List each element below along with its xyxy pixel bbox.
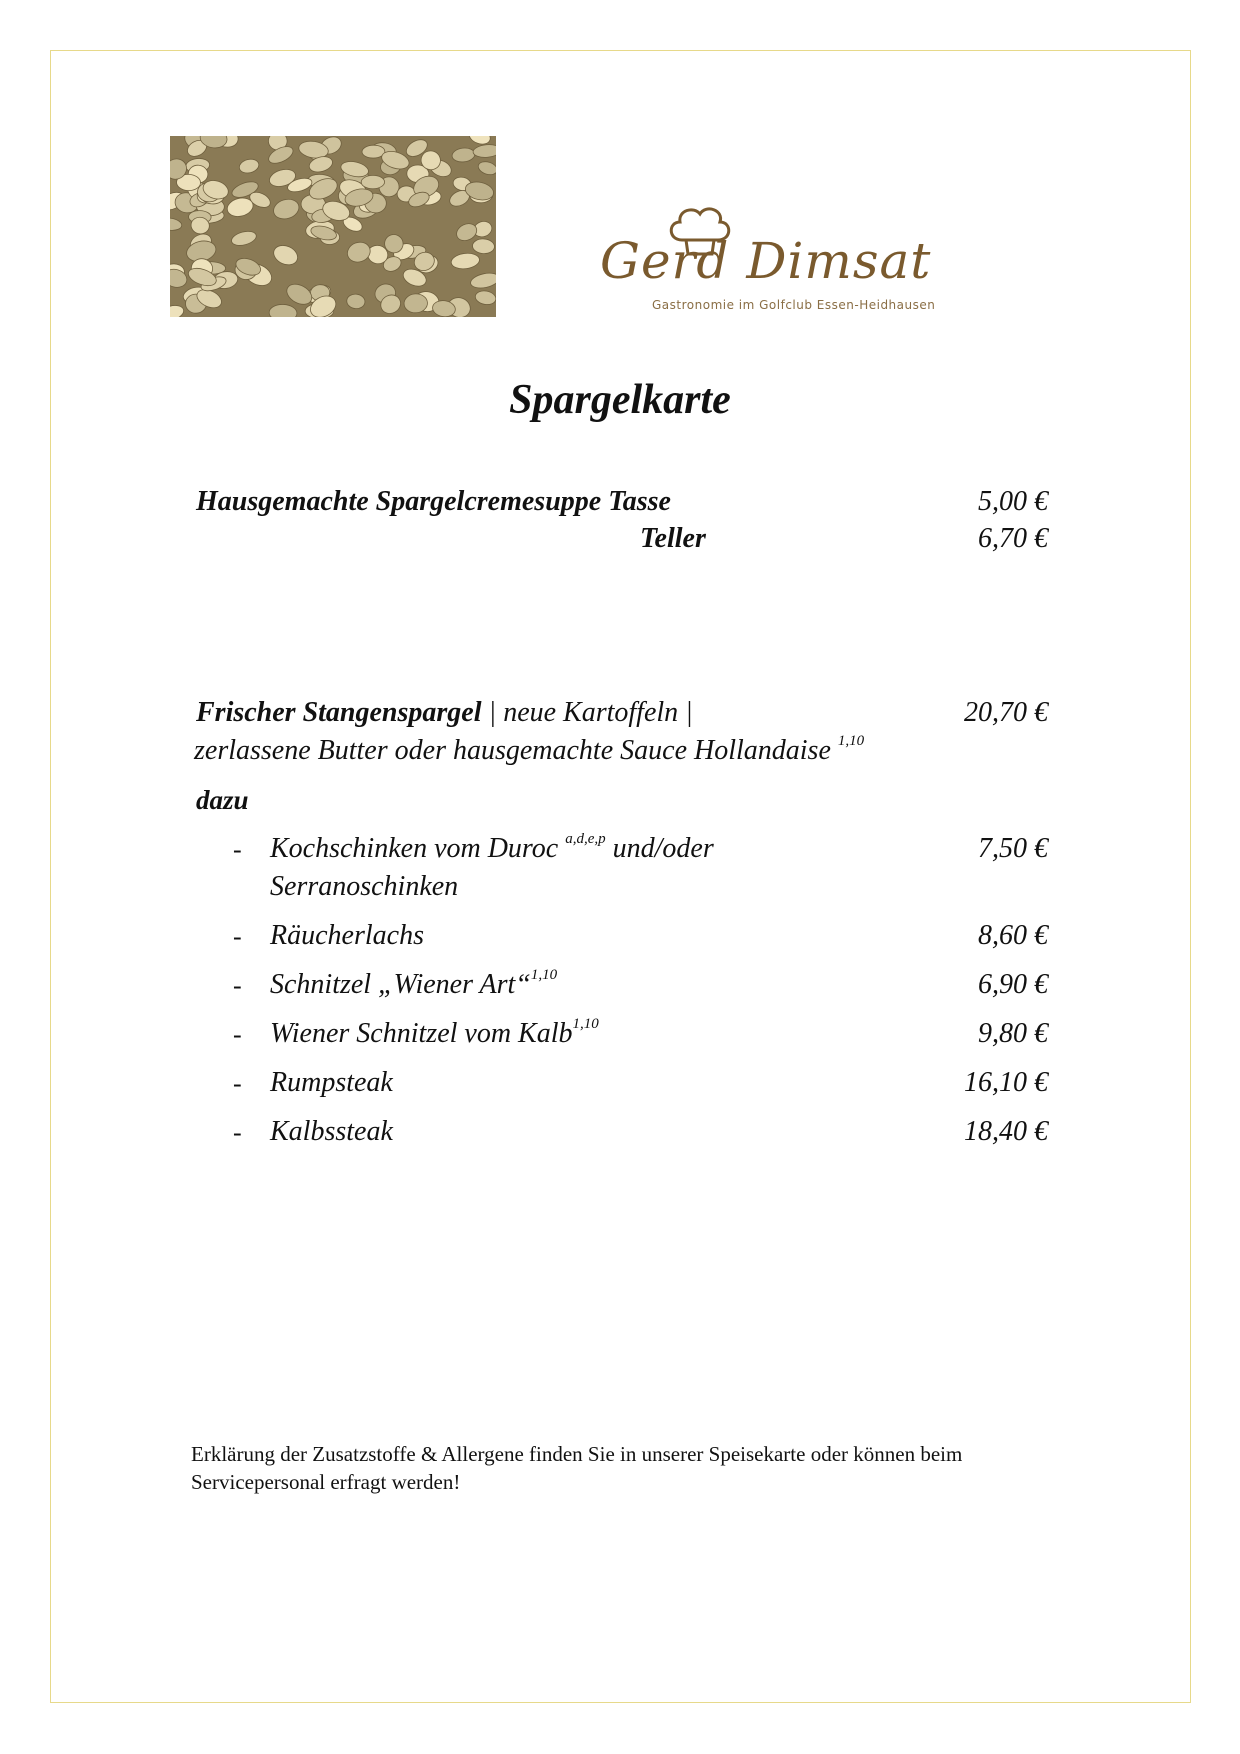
extra-name: Wiener Schnitzel vom Kalb	[270, 1018, 573, 1049]
soup-price-teller: 6,70 €	[978, 523, 1048, 554]
extra-name: Räucherlachs	[270, 920, 424, 951]
extra-price: 9,80 €	[978, 1018, 1048, 1049]
extra-name-suffix: und/oder	[605, 833, 714, 864]
extra-item	[270, 1018, 599, 1050]
main-dish-name: Frischer Stangenspargel	[196, 697, 482, 728]
main-dish-allergens: 1,10	[837, 733, 865, 749]
extra-dash: -	[233, 835, 242, 864]
extra-name-line2: Serranoschinken	[270, 871, 459, 902]
main-dish-price: 20,70 €	[964, 697, 1048, 728]
extra-dash: -	[233, 1118, 242, 1147]
main-dish-sides: | neue Kartoffeln |	[481, 697, 693, 728]
extra-name: Kochschinken vom Duroc	[270, 833, 566, 864]
logo-name: Gerd Dimsat	[600, 232, 932, 290]
dazu-label: dazu	[196, 785, 249, 815]
main-dish-sauce: zerlassene Butter oder hausgemachte Sauce Hollandaise	[194, 735, 838, 766]
soup-name: Hausgemachte Spargelcremesuppe	[196, 486, 602, 517]
extra-item	[270, 920, 424, 952]
soup-line	[196, 486, 671, 518]
extra-price: 16,10 €	[964, 1067, 1048, 1098]
extra-name: Schnitzel „Wiener Art“	[270, 969, 531, 1000]
extra-item	[270, 1067, 393, 1099]
extra-dash: -	[233, 1020, 242, 1049]
extra-allergens: 1,10	[572, 1016, 599, 1032]
extra-dash: -	[233, 1069, 242, 1098]
asparagus-photo	[170, 136, 496, 317]
allergen-note: Erklärung der Zusatzstoffe & Allergene finden Sie in unserer Speisekarte oder können beim Servicepersonal erfragt werden!	[191, 1442, 963, 1494]
soup-size-teller: Teller	[640, 523, 706, 554]
extra-name: Kalbssteak	[270, 1116, 393, 1147]
soup-size-tasse: Tasse	[608, 486, 671, 517]
extra-price: 8,60 €	[978, 920, 1048, 951]
extra-price: 7,50 €	[978, 833, 1048, 864]
extra-allergens: 1,10	[530, 967, 558, 983]
soup-price-tasse: 5,00 €	[978, 486, 1048, 517]
extra-dash: -	[233, 922, 242, 951]
extra-dash: -	[233, 971, 242, 1000]
main-dish-line2	[194, 735, 864, 767]
main-dish-line1	[196, 697, 693, 729]
extra-price: 18,40 €	[964, 1116, 1048, 1147]
extra-name: Rumpsteak	[270, 1067, 393, 1098]
extra-item	[270, 833, 714, 865]
extra-allergens: a,d,e,p	[565, 831, 606, 847]
logo	[600, 200, 936, 320]
logo-subtitle: Gastronomie im Golfclub Essen-Heidhausen	[652, 298, 936, 312]
extra-item	[270, 969, 557, 1001]
page-title: Spargelkarte	[509, 377, 731, 423]
extra-price: 6,90 €	[978, 969, 1048, 1000]
extra-item	[270, 1116, 393, 1148]
